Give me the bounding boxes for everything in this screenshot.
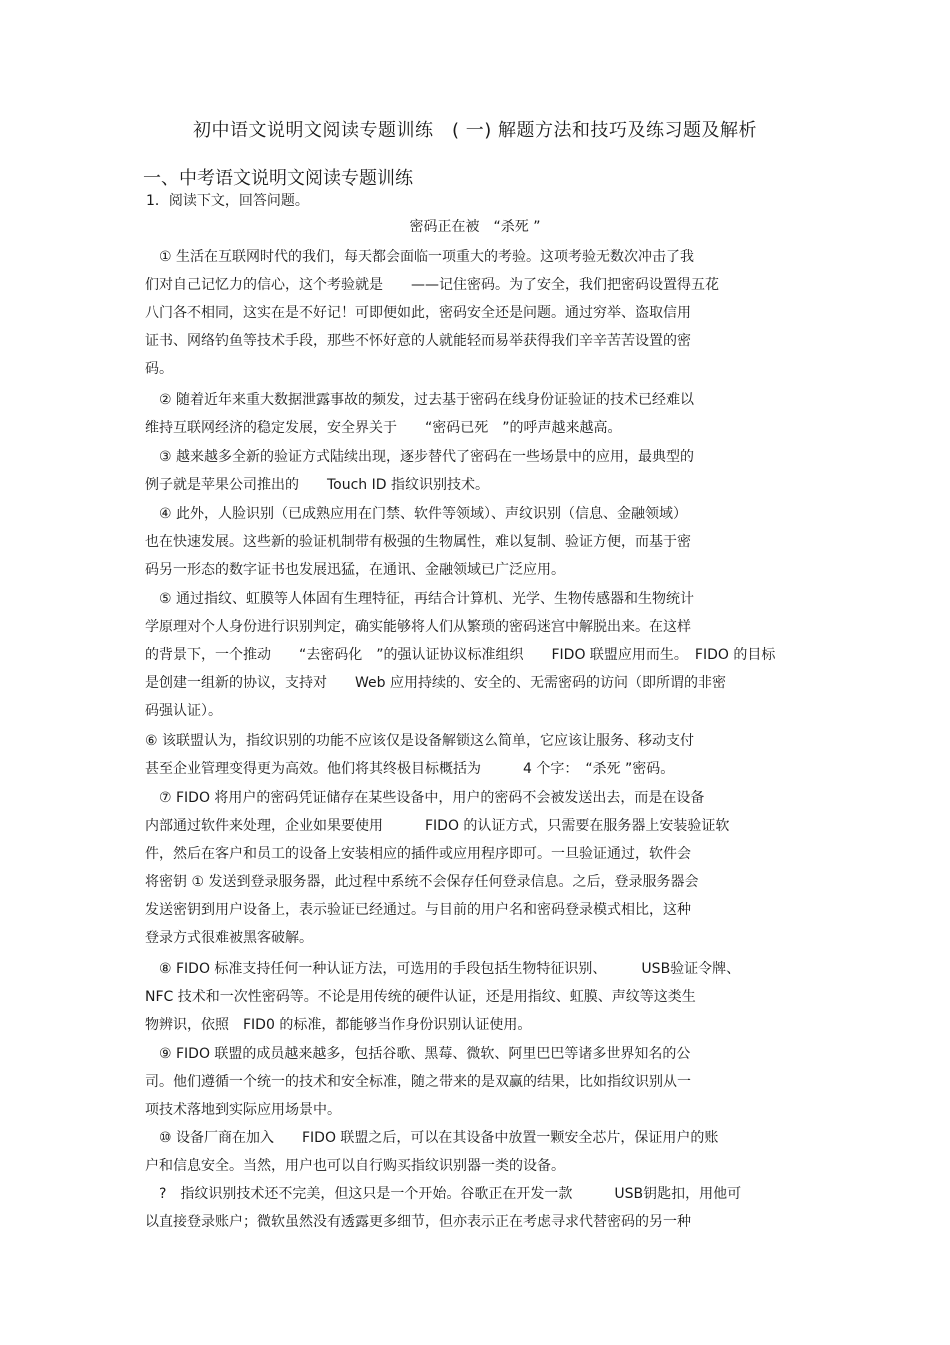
paragraph-line: 维持互联网经济的稳定发展，安全界关于 “密码已死 ”的呼声越来越高。	[145, 420, 622, 436]
paragraph-line: 物辨识，依照 FID0 的标准，都能够当作身份识别认证使用。	[145, 1017, 532, 1033]
paragraph-line: 码另一形态的数字证书也发展迅猛，在通讯、金融领域已广泛应用。	[145, 562, 565, 578]
paragraph-line: ④ 此外，人脸识别（已成熟应用在门禁、软件等领域）、声纹识别（信息、金融领域）	[145, 506, 687, 522]
paragraph-line: 甚至企业管理变得更为高效。他们将其终极目标概括为 4 个字： “杀死 ”密码。	[145, 761, 675, 777]
paragraph-line: ⑨ FIDO 联盟的成员越来越多，包括谷歌、黑莓、微软、阿里巴巴等诸多世界知名的公	[145, 1046, 691, 1062]
paragraph-line: NFC 技术和一次性密码等。不论是用传统的硬件认证，还是用指纹、虹膜、声纹等这类生	[145, 989, 696, 1005]
paragraph-line: 也在快速发展。这些新的验证机制带有极强的生物属性，难以复制、验证方便，而基于密	[145, 534, 691, 550]
paragraph-line: 码。	[145, 361, 173, 377]
paragraph-line: 户和信息安全。当然，用户也可以自行购买指纹识别器一类的设备。	[145, 1158, 565, 1174]
paragraph-line: 们对自己记忆力的信心，这个考验就是 ——记住密码。为了安全，我们把密码设置得五花	[145, 277, 719, 293]
paragraph	[145, 1124, 825, 1180]
paragraph-line: ⑧ FIDO 标准支持任何一种认证方法，可选用的手段包括生物特征识别、 USB验证令牌、	[145, 961, 741, 977]
paragraph-line: 发送密钥到用户设备上，表示验证已经通过。与目前的用户名和密码登录模式相比，这种	[145, 902, 691, 918]
paragraph-line: ⑤ 通过指纹、虹膜等人体固有生理特征，再结合计算机、光学、生物传感器和生物统计	[145, 591, 694, 607]
question-prompt: 1．阅读下文，回答问题。	[146, 193, 309, 209]
paragraph-line: ⑩ 设备厂商在加入 FIDO 联盟之后，可以在其设备中放置一颗安全芯片，保证用户的账	[145, 1130, 719, 1146]
paragraph-line: ⑥ 该联盟认为，指纹识别的功能不应该仅是设备解锁这么简单，它应该让服务、移动支付	[145, 733, 694, 749]
paragraph-line: ⑦ FIDO 将用户的密码凭证储存在某些设备中，用户的密码不会被发送出去，而是在设备	[145, 790, 705, 806]
paragraph	[145, 386, 825, 442]
paragraph-line: 证书、网络钓鱼等技术手段，那些不怀好意的人就能轻而易举获得我们辛辛苦苦设置的密	[145, 333, 691, 349]
paragraph-line: 登录方式很难被黑客破解。	[145, 930, 313, 946]
paragraph-line: 是创建一组新的协议，支持对 Web 应用持续的、安全的、无需密码的访问（即所谓的非密	[145, 675, 726, 691]
paragraph	[145, 500, 825, 584]
paragraph-line: 的背景下，一个推动 “去密码化 ”的强认证协议标准组织 FIDO 联盟应用而生。 FIDO 的目标	[145, 647, 776, 663]
paragraph	[145, 243, 825, 383]
paragraph-line: 八门各不相同，这实在是不好记！可即便如此，密码安全还是问题。通过穷举、盗取信用	[145, 305, 691, 321]
paragraph-line: 将密钥 ① 发送到登录服务器，此过程中系统不会保存任何登录信息。之后，登录服务器会	[145, 874, 699, 890]
paragraph-line: 件，然后在客户和员工的设备上安装相应的插件或应用程序即可。一旦验证通过，软件会	[145, 846, 691, 862]
section-heading: 一、中考语文说明文阅读专题训练	[143, 168, 413, 189]
paragraph	[145, 1180, 825, 1236]
paragraph-line: 内部通过软件来处理，企业如果要使用 FIDO 的认证方式，只需要在服务器上安装验证软	[145, 818, 730, 834]
paragraph-line: ① 生活在互联网时代的我们，每天都会面临一项重大的考验。这项考验无数次冲击了我	[145, 249, 694, 265]
paragraph-line: 码强认证）。	[145, 703, 222, 719]
paragraph-line: ③ 越来越多全新的验证方式陆续出现，逐步替代了密码在一些场景中的应用，最典型的	[145, 449, 694, 465]
paragraph	[145, 955, 825, 1039]
paragraph-line: 以直接登录账户；微软虽然没有透露更多细节，但亦表示正在考虑寻求代替密码的另一种	[145, 1214, 691, 1230]
paragraph-line: ? 指纹识别技术还不完美，但这只是一个开始。谷歌正在开发一款 USB钥匙扣，用他可	[145, 1186, 742, 1202]
document-title: 初中语文说明文阅读专题训练 ( 一) 解题方法和技巧及练习题及解析	[193, 120, 757, 141]
paragraph	[145, 1040, 825, 1124]
paragraph-line: 例子就是苹果公司推出的 Touch ID 指纹识别技术。	[145, 477, 489, 493]
paragraph-line: ② 随着近年来重大数据泄露事故的频发，过去基于密码在线身份证验证的技术已经难以	[145, 392, 694, 408]
paragraph-line: 学原理对个人身份进行识别判定，确实能够将人们从繁琐的密码迷宫中解脱出来。在这样	[145, 619, 691, 635]
paragraph	[145, 443, 825, 499]
paragraph	[145, 585, 825, 725]
paragraph	[145, 727, 825, 783]
article-title: 密码正在被 “杀死 ”	[409, 219, 541, 235]
paragraph-line: 司。他们遵循一个统一的技术和安全标准，随之带来的是双赢的结果，比如指纹识别从一	[145, 1074, 691, 1090]
paragraph	[145, 784, 825, 952]
paragraph-line: 项技术落地到实际应用场景中。	[145, 1102, 341, 1118]
